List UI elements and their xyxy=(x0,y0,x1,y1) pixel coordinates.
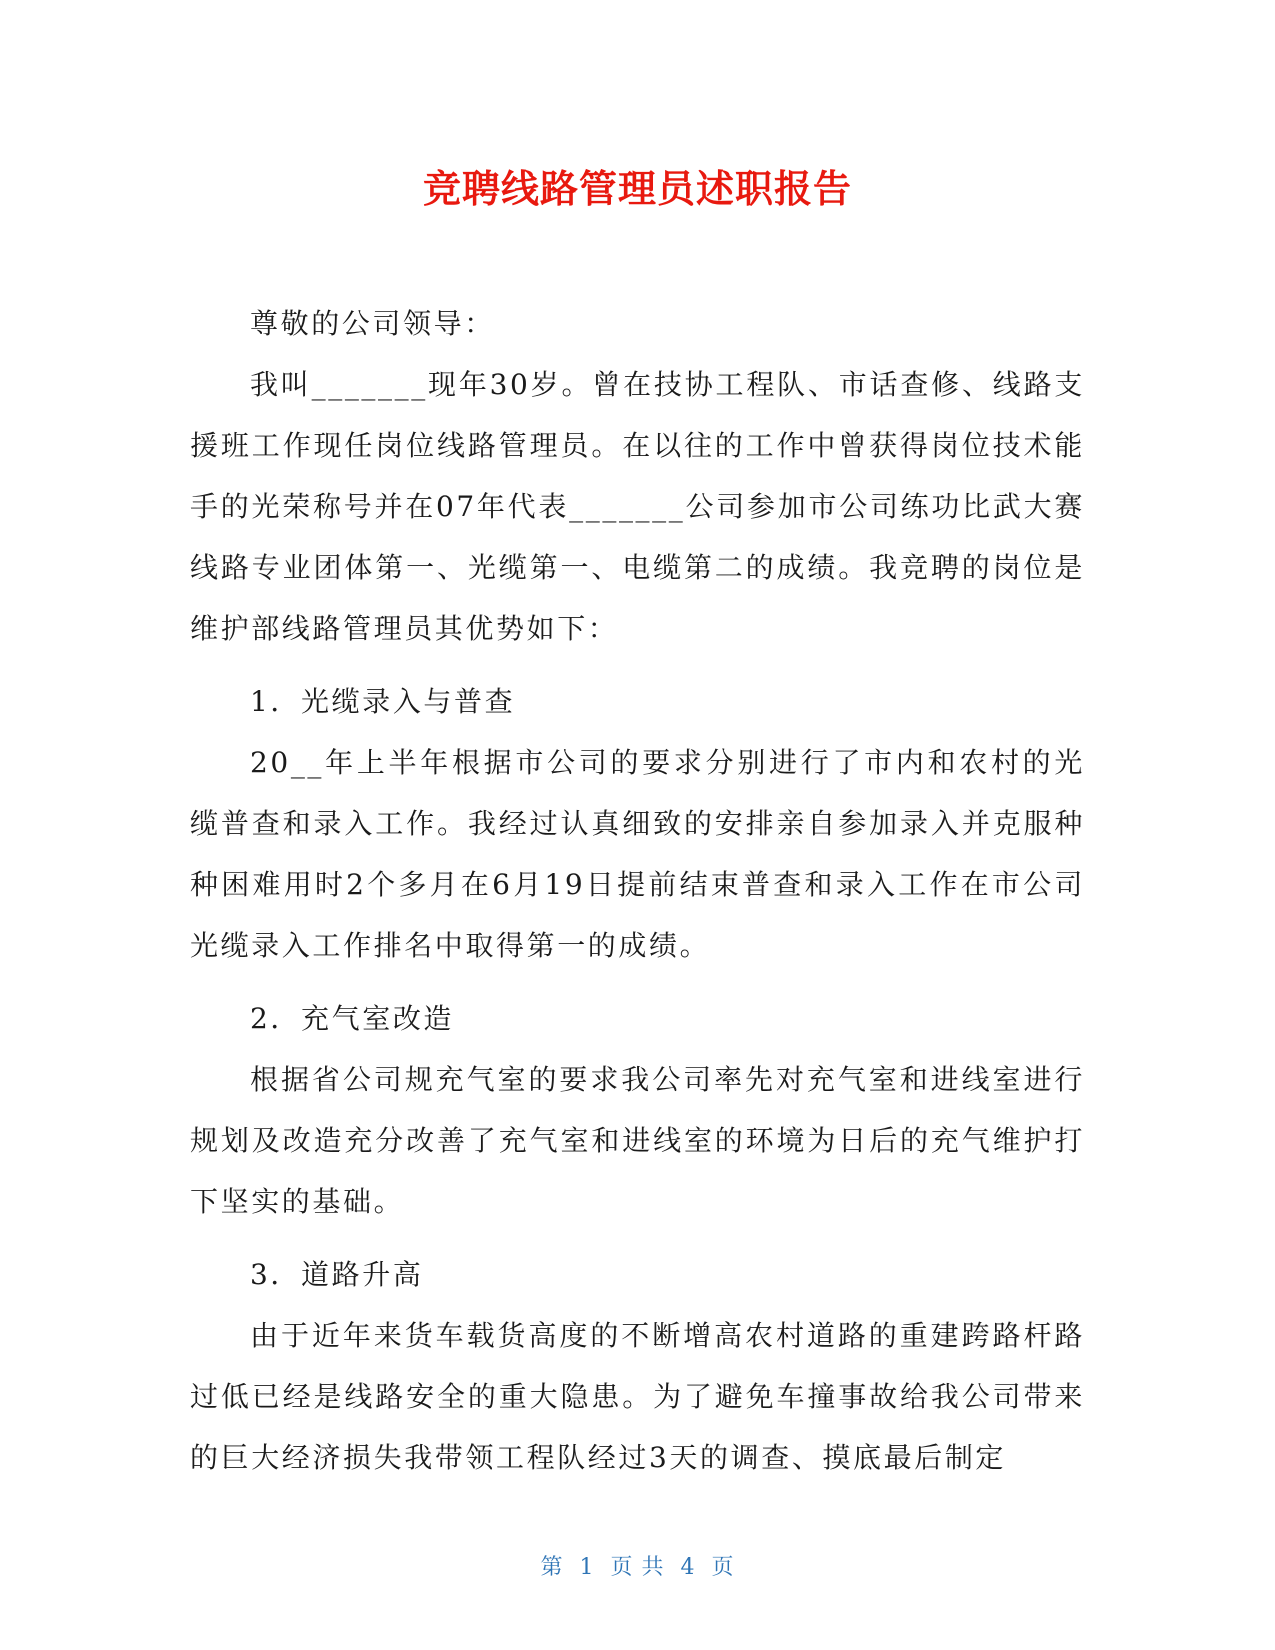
page-title: 竞聘线路管理员述职报告 xyxy=(422,167,852,211)
paragraph-section-1: 20__年上半年根据市公司的要求分别进行了市内和农村的光缆普查和录入工作。我经过认真细致的安排亲自参加录入并克服种种困难用时2个多月在6月19日提前结束普查和录入工作在市公司光缆录入工作排名中取得第一的成绩。 xyxy=(190,746,1085,962)
total-pages-number: 4 xyxy=(680,1555,696,1580)
paragraph-section-2: 根据省公司规充气室的要求我公司率先对充气室和进线室进行规划及改造充分改善了充气室和进线室的环境为日后的充气维护打下坚实的基础。 xyxy=(190,1063,1085,1218)
page-label-mid: 页 共 xyxy=(610,1555,665,1580)
paragraph-section-3: 由于近年来货车载货高度的不断增高农村道路的重建跨路杆路过低已经是线路安全的重大隐患。为了避免车撞事故给我公司带来的巨大经济损失我带领工程队经过3天的调查、摸底最后制定 xyxy=(190,1319,1085,1474)
paragraph-intro: 我叫_______现年30岁。曾在技协工程队、市话查修、线路支援班工作现任岗位线路管理员。在以往的工作中曾获得岗位技术能手的光荣称号并在07年代表_______公司参加市公司练功比武大赛线路专业团体第一、光缆第一、电缆第二的成绩。我竞聘的岗位是维护部线路管理员其优势如下： xyxy=(190,368,1085,645)
page-label-suffix: 页 xyxy=(711,1555,735,1580)
current-page-number: 1 xyxy=(579,1555,595,1580)
section-heading-2: 2．充气室改造 xyxy=(250,1002,455,1035)
salutation: 尊敬的公司领导： xyxy=(250,307,495,340)
page-label-prefix: 第 xyxy=(540,1555,564,1580)
section-heading-1: 1．光缆录入与普查 xyxy=(250,685,516,718)
document-body xyxy=(190,293,1085,1500)
page-footer xyxy=(0,1550,1275,1581)
section-heading-3: 3．道路升高 xyxy=(250,1258,424,1291)
